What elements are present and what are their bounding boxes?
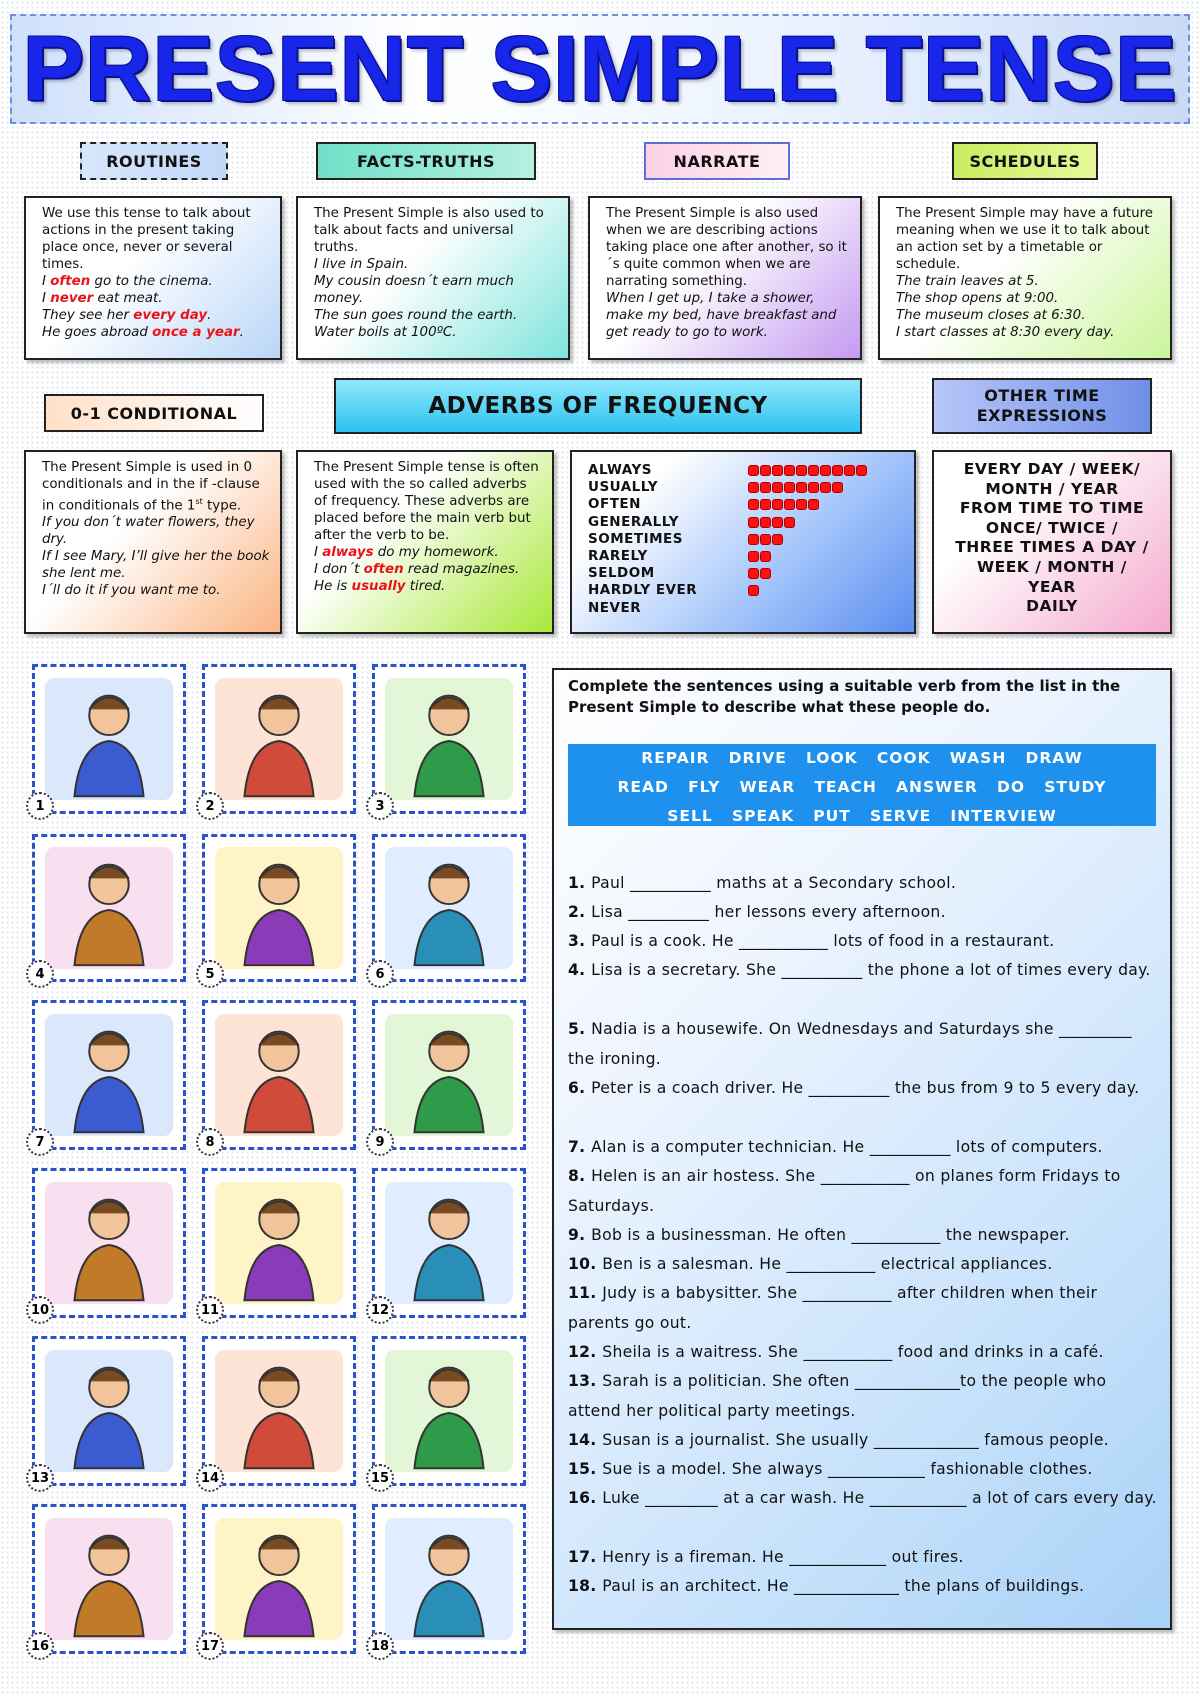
exercise-sentence <box>568 1426 1162 1456</box>
frequency-dot <box>748 551 759 562</box>
picture-number: 6 <box>366 960 394 988</box>
exercise-sentence <box>568 869 1162 899</box>
sentence-number: 1. <box>568 874 592 892</box>
time-expression: DAILY <box>1026 597 1078 616</box>
sentence-number: 3. <box>568 932 592 950</box>
other-time-box <box>932 450 1172 634</box>
routines-example: I never eat meat. <box>42 291 163 306</box>
picture-4 <box>32 834 186 982</box>
facts-header: FACTS-TRUTHS <box>316 142 536 180</box>
frequency-dot <box>808 482 819 493</box>
adverb-label: SELDOM <box>588 565 655 582</box>
picture-5 <box>202 834 356 982</box>
adverb-label: RARELY <box>588 548 648 564</box>
conditional-box <box>24 450 282 634</box>
picture-number: 2 <box>196 792 224 820</box>
adverb-label: NEVER <box>588 599 642 616</box>
frequency-dot <box>772 517 783 528</box>
routines-example: They see her every day. <box>42 308 212 323</box>
picture-number: 12 <box>366 1296 394 1324</box>
picture-number: 14 <box>196 1464 224 1492</box>
picture-number: 16 <box>26 1632 54 1660</box>
exercise-sentence <box>568 1338 1162 1368</box>
picture-1 <box>32 664 186 814</box>
picture-3 <box>372 664 526 814</box>
picture-number: 17 <box>196 1632 224 1660</box>
narrate-intro: The Present Simple is also used when we are describing actions taking place one after another, so it´s quite common when we are narrating something. <box>606 206 847 289</box>
person-illustration-icon <box>35 837 183 979</box>
facts-example: The sun goes round the earth. <box>314 308 518 323</box>
time-expression: MONTH / YEAR <box>985 479 1119 498</box>
sentence-text: Peter is a coach driver. He __________ the bus from 9 to 5 every day. <box>591 1079 1140 1097</box>
picture-number: 1 <box>26 792 54 820</box>
frequency-dot <box>784 499 795 510</box>
sentence-text: Luke _________ at a car wash. He ____________ a lot of cars every day. <box>602 1489 1157 1507</box>
sentence-text: Ben is a salesman. He ___________ electrical appliances. <box>602 1255 1053 1273</box>
frequency-dot <box>844 465 855 476</box>
person-illustration-icon <box>375 1507 523 1651</box>
frequency-dot <box>760 551 771 562</box>
person-illustration-icon <box>375 667 523 811</box>
facts-intro: The Present Simple is also used to talk about facts and universal truths. <box>314 206 544 255</box>
person-illustration-icon <box>205 1003 353 1147</box>
sentence-text: Lisa is a secretary. She __________ the phone a lot of times every day. <box>591 961 1151 979</box>
page-title: PRESENT SIMPLE TENSE <box>22 18 1178 120</box>
picture-number: 5 <box>196 960 224 988</box>
frequency-dot <box>808 465 819 476</box>
sentence-number: 10. <box>568 1255 603 1273</box>
frequency-dot <box>760 534 771 545</box>
person-illustration-icon <box>205 1507 353 1651</box>
picture-number: 3 <box>366 792 394 820</box>
frequency-dot <box>772 499 783 510</box>
sentence-number: 5. <box>568 1020 592 1038</box>
picture-10 <box>32 1168 186 1318</box>
exercise-sentence <box>568 1455 1162 1485</box>
picture-7 <box>32 1000 186 1150</box>
picture-18 <box>372 1504 526 1654</box>
frequency-dot <box>760 568 771 579</box>
picture-14 <box>202 1336 356 1486</box>
frequency-dot <box>784 482 795 493</box>
frequency-dot <box>832 465 843 476</box>
sentence-text: Paul is a cook. He ___________ lots of food in a restaurant. <box>591 932 1055 950</box>
schedules-example: I start classes at 8:30 every day. <box>896 325 1115 340</box>
facts-box <box>296 196 570 360</box>
sentence-text: Judy is a babysitter. She ___________ after children when their parents go out. <box>568 1284 1098 1332</box>
adverb-label: SOMETIMES <box>588 530 683 547</box>
person-illustration-icon <box>35 1171 183 1315</box>
person-illustration-icon <box>375 1171 523 1315</box>
sentence-text: Nadia is a housewife. On Wednesdays and Saturdays she _________ the ironing. <box>568 1020 1132 1068</box>
routines-box <box>24 196 282 360</box>
frequency-dot <box>856 465 867 476</box>
conditional-example: I´ll do it if you want me to. <box>42 583 221 599</box>
adverb-label: GENERALLY <box>588 513 680 530</box>
verb-list-line: READ FLY WEAR TEACH ANSWER DO STUDY <box>617 778 1107 796</box>
person-illustration-icon <box>375 1339 523 1483</box>
adverbs-chart <box>588 462 908 632</box>
frequency-dot <box>748 585 759 596</box>
time-expression: FROM TIME TO TIME <box>959 499 1145 518</box>
person-illustration-icon <box>205 1171 353 1315</box>
routines-intro: We use this tense to talk about actions in the present taking place once, never or several times. <box>42 206 251 272</box>
sentence-number: 18. <box>568 1577 603 1595</box>
verb-list-line: REPAIR DRIVE LOOK COOK WASH DRAW <box>641 749 1083 767</box>
adverb-frequency-bar <box>748 567 772 579</box>
frequency-dot <box>748 517 759 528</box>
verb-list <box>568 744 1156 826</box>
routines-example: I often go to the cinema. <box>42 274 213 289</box>
frequency-dot <box>796 465 807 476</box>
frequency-dot <box>808 499 819 510</box>
sentence-number: 15. <box>568 1460 603 1478</box>
facts-example: Water boils at 100ºC. <box>314 325 457 340</box>
adverb-frequency-bar <box>748 516 796 528</box>
frequency-dot <box>784 465 795 476</box>
adverbs-chart-box <box>570 450 916 634</box>
frequency-dot <box>832 482 843 493</box>
picture-number: 13 <box>26 1464 54 1492</box>
frequency-dot <box>772 534 783 545</box>
picture-number: 9 <box>366 1128 394 1156</box>
sentence-text: Sue is a model. She always ____________ fashionable clothes. <box>602 1460 1093 1478</box>
picture-number: 11 <box>196 1296 224 1324</box>
facts-example: My cousin doesn´t earn much money. <box>314 274 514 306</box>
picture-9 <box>372 1000 526 1150</box>
picture-13 <box>32 1336 186 1486</box>
sentence-number: 12. <box>568 1343 603 1361</box>
adverb-frequency-bar <box>748 550 772 562</box>
frequency-dot <box>820 465 831 476</box>
picture-number: 10 <box>26 1296 54 1324</box>
sentence-text: Susan is a journalist. She usually _____________ famous people. <box>602 1431 1110 1449</box>
sentence-number: 4. <box>568 961 592 979</box>
frequency-dot <box>748 482 759 493</box>
sentence-text: Sheila is a waitress. She ___________ food and drinks in a café. <box>602 1343 1104 1361</box>
schedules-box <box>878 196 1172 360</box>
person-illustration-icon <box>205 667 353 811</box>
time-expression: WEEK / MONTH / <box>977 557 1127 576</box>
sentence-number: 11. <box>568 1284 603 1302</box>
time-expression: ONCE/ TWICE / <box>985 518 1119 537</box>
frequency-dot <box>784 517 795 528</box>
schedules-example: The shop opens at 9:00. <box>896 291 1059 306</box>
verb-list-line: SELL SPEAK PUT SERVE INTERVIEW <box>667 807 1057 825</box>
picture-16 <box>32 1504 186 1654</box>
adverbs-example: I don´t often read magazines. <box>314 562 520 577</box>
sentence-number: 13. <box>568 1372 603 1390</box>
sentence-text: Helen is an air hostess. She ___________ on planes form Fridays to Saturdays. <box>568 1167 1121 1215</box>
schedules-example: The museum closes at 6:30. <box>896 308 1086 323</box>
time-expression: THREE TIMES A DAY / <box>955 538 1149 557</box>
frequency-dot <box>796 499 807 510</box>
adverb-frequency-bar <box>748 498 820 510</box>
adverb-label: HARDLY EVER <box>588 582 698 599</box>
exercise-sentence <box>568 927 1162 957</box>
adverb-label: ALWAYS <box>588 462 652 478</box>
exercise-sentence <box>568 1015 1162 1074</box>
adverbs-text-box <box>296 450 554 634</box>
narrate-box <box>588 196 862 360</box>
conditional-example: If you don´t water flowers, they dry. <box>42 515 255 548</box>
narrate-example: When I get up, I take a shower, make my bed, have breakfast and get ready to go to work. <box>606 291 837 340</box>
exercise-sentence <box>568 1133 1162 1163</box>
adverb-frequency-bar <box>748 533 784 545</box>
frequency-dot <box>748 499 759 510</box>
sentence-number: 9. <box>568 1226 592 1244</box>
sentence-number: 8. <box>568 1167 592 1185</box>
adverbs-header: ADVERBS OF FREQUENCY <box>334 378 862 434</box>
person-illustration-icon <box>375 1003 523 1147</box>
person-illustration-icon <box>375 837 523 979</box>
routines-header: ROUTINES <box>80 142 228 180</box>
person-illustration-icon <box>35 1507 183 1651</box>
other-time-header: OTHER TIME EXPRESSIONS <box>932 378 1152 434</box>
frequency-dot <box>820 482 831 493</box>
person-illustration-icon <box>35 1339 183 1483</box>
exercise-instruction: Complete the sentences using a suitable verb from the list in the Present Simple to describe what these people do. <box>568 677 1121 716</box>
frequency-dot <box>748 534 759 545</box>
frequency-dot <box>796 482 807 493</box>
narrate-header: NARRATE <box>644 142 790 180</box>
sentence-text: Henry is a fireman. He ____________ out fires. <box>602 1548 964 1566</box>
schedules-intro: The Present Simple may have a future meaning when we use it to talk about an action set by a timetable or schedule. <box>896 206 1154 272</box>
sentence-text: Paul is an architect. He _____________ the plans of buildings. <box>602 1577 1085 1595</box>
exercise-sentence <box>568 1367 1162 1426</box>
exercise-sentence <box>568 1074 1162 1104</box>
adverb-label: OFTEN <box>588 496 641 513</box>
sentence-number: 16. <box>568 1489 603 1507</box>
picture-number: 4 <box>26 960 54 988</box>
exercise-sentence <box>568 1250 1162 1280</box>
person-illustration-icon <box>205 837 353 979</box>
sentence-text: Lisa __________ her lessons every afternoon. <box>591 903 946 921</box>
exercise-sentence <box>568 1543 1162 1573</box>
conditional-intro: The Present Simple is used in 0 conditionals and in the if -clause in conditionals of the 1st type. <box>42 460 260 514</box>
exercise-sentence <box>568 1221 1162 1251</box>
frequency-dot <box>748 465 759 476</box>
exercise-sentence <box>568 1484 1162 1514</box>
person-illustration-icon <box>35 1003 183 1147</box>
exercise-sentence <box>568 956 1162 986</box>
sentence-number: 6. <box>568 1079 592 1097</box>
adverb-frequency-bar <box>748 584 760 596</box>
frequency-dot <box>760 465 771 476</box>
sentence-text: Bob is a businessman. He often ___________ the newspaper. <box>591 1226 1070 1244</box>
schedules-example: The train leaves at 5. <box>896 274 1039 289</box>
sentence-number: 14. <box>568 1431 603 1449</box>
picture-2 <box>202 664 356 814</box>
exercise-sentence <box>568 898 1162 928</box>
adverbs-intro: The Present Simple tense is often used with the so called adverbs of frequency. These adverbs are placed before the main verb but after the verb to be. <box>314 460 539 543</box>
frequency-dot <box>772 465 783 476</box>
sentence-text: Alan is a computer technician. He __________ lots of computers. <box>591 1138 1103 1156</box>
sentence-number: 7. <box>568 1138 592 1156</box>
sentence-number: 2. <box>568 903 592 921</box>
picture-15 <box>372 1336 526 1486</box>
adverbs-example: He is usually tired. <box>314 579 446 594</box>
picture-number: 8 <box>196 1128 224 1156</box>
conditional-example: If I see Mary, I’ll give her the book she lent me. <box>42 549 270 582</box>
exercise-sentence <box>568 1572 1162 1602</box>
picture-17 <box>202 1504 356 1654</box>
routines-example: He goes abroad once a year. <box>42 325 244 340</box>
frequency-dot <box>748 568 759 579</box>
picture-6 <box>372 834 526 982</box>
exercise-sentence <box>568 1162 1162 1221</box>
picture-11 <box>202 1168 356 1318</box>
sentence-number: 17. <box>568 1548 603 1566</box>
frequency-dot <box>760 499 771 510</box>
picture-number: 15 <box>366 1464 394 1492</box>
adverb-frequency-bar <box>748 481 844 493</box>
schedules-header: SCHEDULES <box>952 142 1098 180</box>
picture-number: 7 <box>26 1128 54 1156</box>
facts-example: I live in Spain. <box>314 257 409 272</box>
picture-8 <box>202 1000 356 1150</box>
sentence-text: Sarah is a politician. She often _____________to the people who attend her political party meetings. <box>568 1372 1107 1420</box>
sentence-text: Paul __________ maths at a Secondary school. <box>591 874 957 892</box>
picture-number: 18 <box>366 1632 394 1660</box>
time-expression: EVERY DAY / WEEK/ <box>963 460 1141 478</box>
exercise-sentence <box>568 1279 1162 1338</box>
picture-12 <box>372 1168 526 1318</box>
frequency-dot <box>760 517 771 528</box>
frequency-dot <box>760 482 771 493</box>
conditional-header: 0-1 CONDITIONAL <box>44 394 264 432</box>
time-expression: YEAR <box>1028 577 1076 596</box>
person-illustration-icon <box>205 1339 353 1483</box>
frequency-dot <box>772 482 783 493</box>
adverb-label: USUALLY <box>588 479 659 496</box>
adverb-frequency-bar <box>748 464 868 476</box>
adverbs-example: I always do my homework. <box>314 545 499 560</box>
person-illustration-icon <box>35 667 183 811</box>
